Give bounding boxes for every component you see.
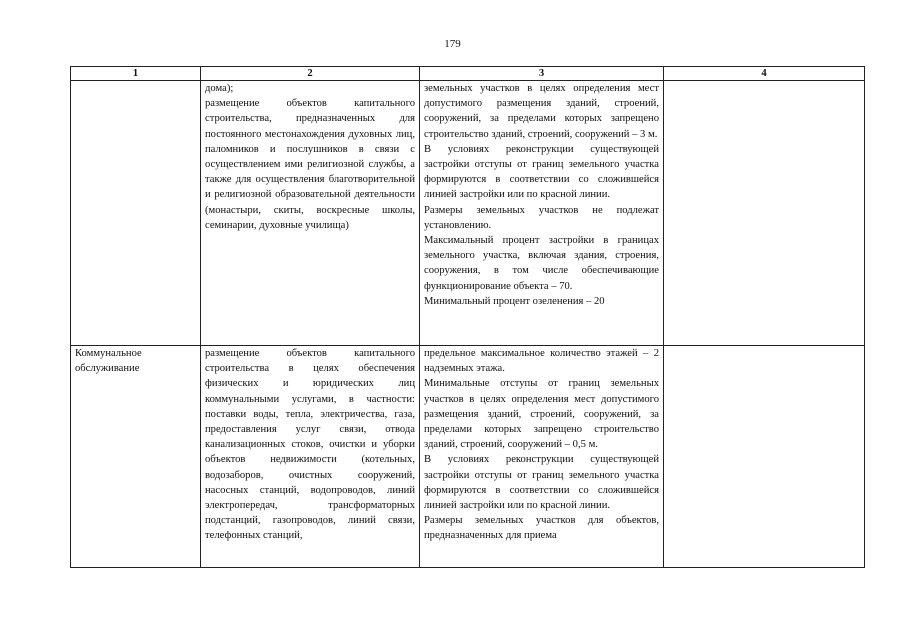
row1-param-setbacks: земельных участков в целях определения мест допустимого размещения зданий, строений, сооружений, за пределами которых запрещено строительство зданий, строений, сооружений – 3 м. (424, 83, 659, 140)
row1-description-line: дома); (205, 83, 234, 94)
column-header-4: 4 (664, 67, 865, 81)
column-header-2: 2 (201, 67, 420, 81)
row2-param-plot-size: Размеры земельных участков для объектов, предназначенных для приема (424, 515, 659, 542)
row1-use-name-cell (71, 81, 201, 346)
row1-param-plot-size: Размеры земельных участков не подлежат установлению. (424, 204, 659, 231)
row2-description-cell (201, 346, 420, 568)
row2-parameters-cell (420, 346, 664, 568)
page-number: 179 (444, 38, 461, 50)
row1-param-reconstruction: В условиях реконструкции существующей застройки отступы от границ земельного участка формируются в соответствии со сложившейся линией застройки или по красной линии. (424, 143, 659, 201)
row2-param-reconstruction: В условиях реконструкции существующей застройки отступы от границ земельного участка формируются в соответствии со сложившейся линией застройки или по красной линии. (424, 454, 659, 512)
row2-use-name-cell: Коммунальное обслуживание (71, 346, 201, 568)
row2-param-max-floors: предельное максимальное количество этажей – 2 надземных этажа. (424, 348, 659, 375)
row2-description-text: размещение объектов капитального строительства в целях обеспечения физических и юридических лиц коммунальными услугами, в частности: поставки воды, тепла, электричества, газа, предоставления услуг связи, отвода канализационных стоков, очистки и уборки объектов недвижимости (котельных, водозаборов, очистных сооружений, насосных станций, водопроводов, линий электропередач, трансформаторных подстанций, газопроводов, линий связи, телефонных станций, (205, 348, 415, 542)
row2-param-setbacks: Минимальные отступы от границ земельных участков в целях определения мест допустимого размещения зданий, строений, сооружений, за пределами которых запрещено строительство зданий, строений, сооружений – 0,5 м. (424, 378, 659, 451)
column-header-3: 3 (420, 67, 664, 81)
table-row (71, 346, 865, 568)
row1-param-max-coverage: Максимальный процент застройки в границах земельного участка, включая здания, строения, сооружения, в том числе обеспечивающие функционирование объекта – 70. (424, 235, 659, 292)
row1-description-cell (201, 81, 420, 346)
column-header-1: 1 (71, 67, 201, 81)
row1-description-text: размещение объектов капитального строительства, предназначенных для постоянного местонахождения духовных лиц, паломников и послушников в связи с осуществлением ими религиозной службы, а также для осуществления благотворительной и религиозной образовательной деятельности (монастыри, скиты, воскресные школы, семинарии, духовные училища) (205, 98, 415, 231)
zoning-table (70, 66, 865, 568)
table-header-row (71, 67, 865, 81)
row1-param-min-greenery: Минимальный процент озеленения – 20 (424, 295, 605, 307)
row1-parameters-cell (420, 81, 664, 346)
row2-notes-cell (664, 346, 865, 568)
table-row (71, 81, 865, 346)
row1-notes-cell (664, 81, 865, 346)
